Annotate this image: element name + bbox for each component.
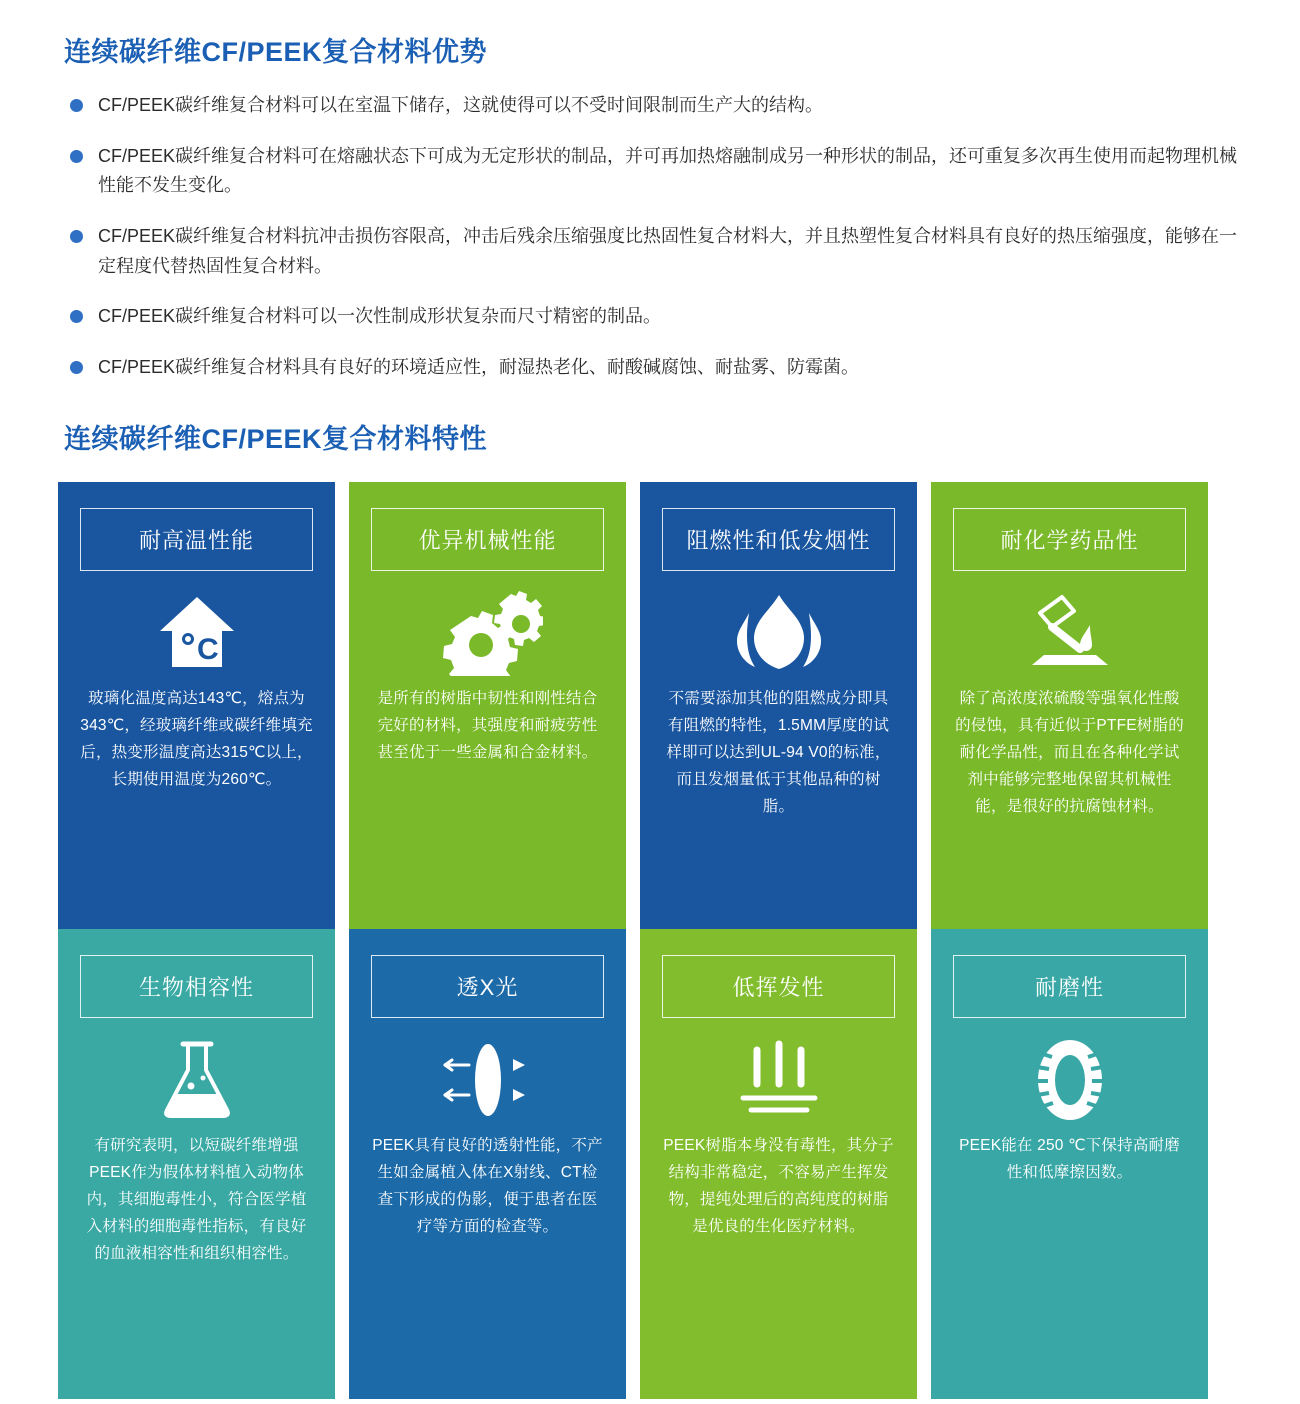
feature-card-desc: PEEK能在 250 ℃下保持高耐磨性和低摩擦因数。: [959, 1136, 1180, 1181]
feature-card-desc: 是所有的树脂中韧性和刚性结合完好的材料，其强度和耐疲劳性甚至优于一些金属和合金材料。: [377, 689, 598, 762]
list-item: [62, 353, 1242, 383]
volatility-icon: [731, 1034, 827, 1126]
list-item-text: CF/PEEK碳纤维复合材料抗冲击损伤容限高，冲击后残余压缩强度比热固性复合材料大，并且热塑性复合材料具有良好的热压缩强度，能够在一定程度代替热固性复合材料。: [98, 226, 1238, 276]
list-item-text: CF/PEEK碳纤维复合材料可在熔融状态下可成为无定形状的制品，并可再加热熔融制成另一种形状的制品，还可重复多次再生使用而起物理机械性能不发生变化。: [98, 145, 1238, 196]
feature-card-desc: 有研究表明，以短碳纤维增强PEEK作为假体材料植入动物体内，其细胞毒性小，符合医学植入材料的细胞毒性指标，有良好的血液相容性和组织相容性。: [86, 1136, 307, 1263]
feature-card-title: 生物相容性: [80, 955, 313, 1018]
feature-card-desc: 玻璃化温度高达143℃，熔点为343℃，经玻璃纤维或碳纤维填充后，热变形温度高达315℃以上，长期使用温度为260℃。: [80, 689, 313, 789]
feature-card-title: 低挥发性: [662, 955, 895, 1018]
feature-card-desc: PEEK具有良好的透射性能，不产生如金属植入体在X射线、CT检查下形成的伪影，便于患者在医疗等方面的检查等。: [372, 1136, 603, 1236]
list-item-text: CF/PEEK碳纤维复合材料可以一次性制成形状复杂而尺寸精密的制品。: [98, 306, 662, 327]
bullet-icon: [70, 310, 83, 323]
temperature-house-icon: [154, 587, 240, 679]
feature-card-title: 耐磨性: [953, 955, 1186, 1018]
gears-icon: [433, 587, 543, 679]
feature-card-biocompatibility: [58, 929, 335, 1399]
flame-icon: [725, 587, 833, 679]
feature-card-chemical-resistance: [931, 482, 1208, 929]
features-column: [640, 482, 917, 1399]
feature-card-flame-retardant: [640, 482, 917, 929]
bullet-icon: [70, 99, 83, 112]
feature-card-heat-resistance: [58, 482, 335, 929]
feature-card-desc: 除了高浓度浓硫酸等强氧化性酸的侵蚀，具有近似于PTFE树脂的耐化学品性，而且在各种化学试剂中能够完整地保留其机械性能，是很好的抗腐蚀材料。: [955, 689, 1184, 816]
feature-card-title: 透X光: [371, 955, 604, 1018]
feature-card-wear-resistance: [931, 929, 1208, 1399]
feature-card-low-volatility: [640, 929, 917, 1399]
lens-xray-icon: [433, 1034, 543, 1126]
list-item: [62, 302, 1242, 332]
features-column: [349, 482, 626, 1399]
list-item: [62, 222, 1242, 281]
features-title: 连续碳纤维CF/PEEK复合材料特性: [64, 423, 488, 454]
svg-text:C: C: [196, 632, 219, 666]
features-column: [58, 482, 335, 1399]
feature-card-title: 耐化学药品性: [953, 508, 1186, 571]
feature-card-mechanical: [349, 482, 626, 929]
features-grid: [58, 482, 1242, 1399]
list-item-text: CF/PEEK碳纤维复合材料具有良好的环境适应性，耐湿热老化、耐酸碱腐蚀、耐盐雾、防霉菌。: [98, 357, 860, 378]
advantages-list: [62, 91, 1242, 383]
list-item: [62, 91, 1242, 121]
feature-card-title: 耐高温性能: [80, 508, 313, 571]
feature-card-desc: 不需要添加其他的阻燃成分即具有阻燃的特性，1.5MM厚度的试样即可以达到UL-94 V0的标准，而且发烟量低于其他品种的树脂。: [666, 689, 891, 816]
feature-card-title: 优异机械性能: [371, 508, 604, 571]
flask-icon: [157, 1034, 237, 1126]
list-item-text: CF/PEEK碳纤维复合材料可以在室温下储存，这就使得可以不受时间限制而生产大的结构。: [98, 95, 824, 115]
chemical-drop-icon: [1018, 587, 1122, 679]
feature-card-title: 阻燃性和低发烟性: [662, 508, 895, 571]
bullet-icon: [70, 361, 83, 374]
advantages-title: 连续碳纤维CF/PEEK复合材料优势: [64, 37, 488, 67]
feature-card-xray-transparent: [349, 929, 626, 1399]
feature-card-desc: PEEK树脂本身没有毒性，其分子结构非常稳定，不容易产生挥发物，提纯处理后的高纯度的树脂是优良的生化医疗材料。: [663, 1136, 894, 1236]
bullet-icon: [70, 230, 83, 243]
features-column: [931, 482, 1208, 1399]
list-item: [62, 142, 1242, 201]
bullet-icon: [70, 150, 83, 163]
tire-icon: [1022, 1034, 1118, 1126]
